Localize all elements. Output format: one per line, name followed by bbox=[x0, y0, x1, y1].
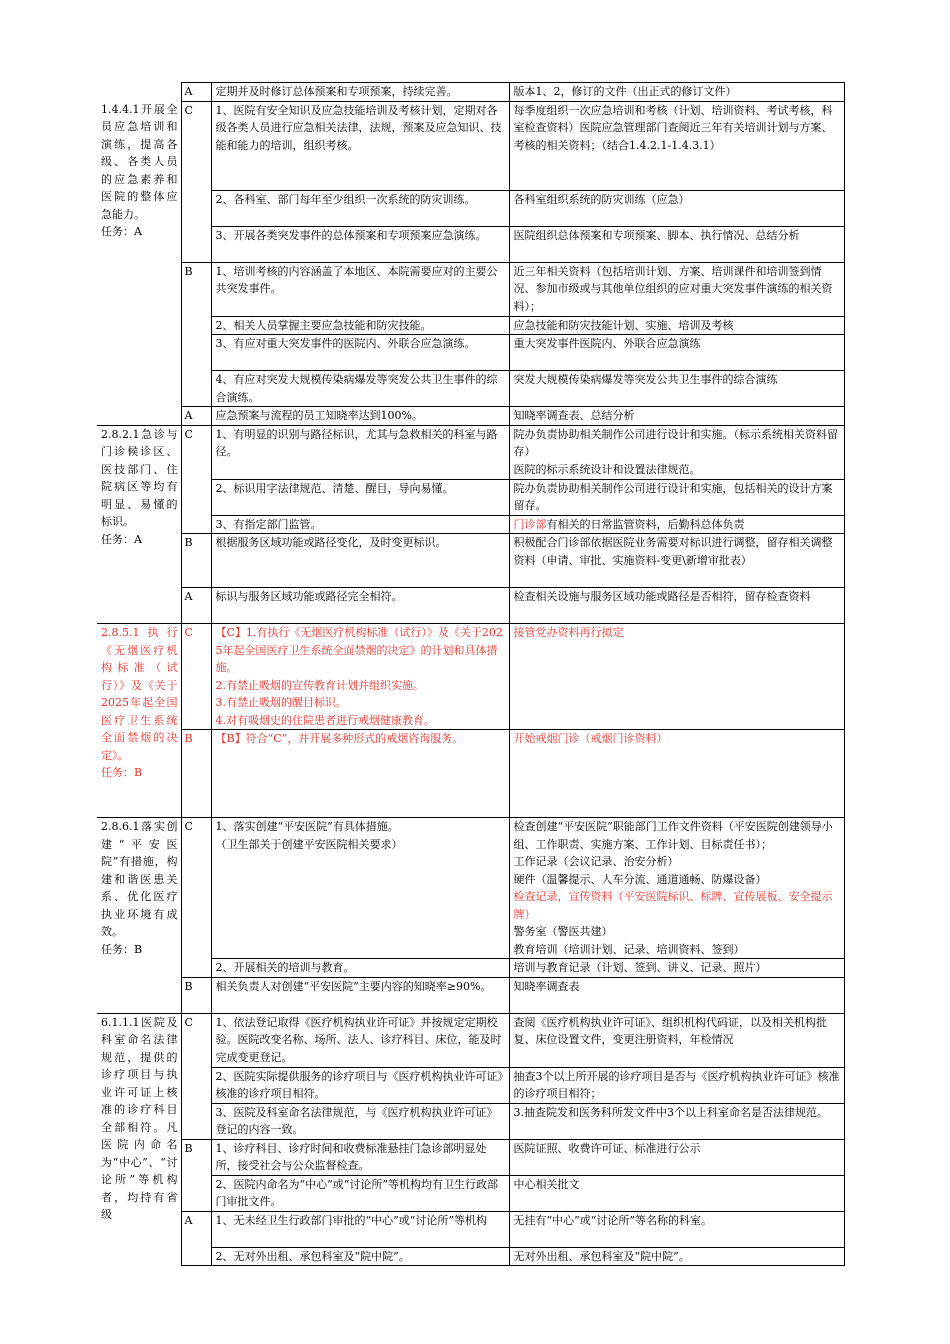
evidence-text: 查阅《医疗机构执业许可证》、组织机构代码证，以及相关机构批复、床位设置文件，变更注册资料，年检情况 bbox=[513, 1015, 827, 1046]
requirement-text: 2、相关人员掌握主要应急技能和防灾技能。 bbox=[215, 318, 432, 332]
requirement-text: 3、有指定部门监管。 bbox=[215, 517, 322, 531]
evidence-highlight: 门诊部 bbox=[513, 517, 547, 531]
table-row bbox=[97, 730, 844, 818]
topic-text: 2.8.2.1急诊与门诊候诊区、医技部门、住院病区等均有明显、易懂的标识。 bbox=[101, 427, 178, 528]
table-row bbox=[97, 534, 844, 588]
task-level: 任务：B bbox=[101, 942, 143, 956]
topic-text: 1.4.4.1开展全员应急培训和演练，提高各级、各类人员的应急素养和医院的整体应急能力。 bbox=[101, 102, 178, 221]
requirement-text: 2、标识用字法律规范、清楚、醒目，导向易懂。 bbox=[215, 481, 454, 495]
grade-label: B bbox=[181, 534, 211, 588]
requirement-text: 1、依法登记取得《医疗机构执业许可证》并按规定定期校验。医院改变名称、场所、法人、诊疗科目、床位，能及时完成变更登记。 bbox=[215, 1015, 502, 1064]
requirement-text: 2、医院内命名为“中心”或“讨论所”等机构均有卫生行政部门审批文件。 bbox=[215, 1177, 498, 1208]
evidence-text: 无挂有“中心”或“讨论所”等名称的科室。 bbox=[513, 1213, 712, 1227]
requirement-text: 4.对有吸烟史的住院患者进行戒烟健康教育。 bbox=[215, 713, 435, 727]
requirement-text: 1、培训考核的内容涵盖了本地区、本院需要应对的主要公共突发事件。 bbox=[215, 264, 498, 295]
requirement-text: 3、医院及科室命名法律规范，与《医疗机构执业许可证》登记的内容一致。 bbox=[215, 1105, 498, 1136]
requirement-text: 2.有禁止吸烟的宣传教育计划并组织实施。 bbox=[215, 678, 424, 692]
grade-label: A bbox=[181, 407, 211, 426]
evidence-text: 医院证照、收费许可证、标准进行公示 bbox=[513, 1141, 701, 1155]
table-row bbox=[97, 1013, 844, 1067]
requirement-text: 定期并及时修订总体预案和专项预案，持续完善。 bbox=[215, 85, 458, 98]
grade-label: B bbox=[181, 977, 211, 1013]
grade-label: A bbox=[181, 588, 211, 624]
evidence-text: 医院的标示系统设计和设置法律规范。 bbox=[513, 462, 701, 476]
evidence-text: 应急技能和防灾技能计划、实施、培训及考核 bbox=[513, 318, 734, 332]
table-row bbox=[97, 977, 844, 1013]
evidence-text: 无对外出租、承包科室及“院中院”。 bbox=[513, 1249, 690, 1263]
evidence-text: 工作记录（会议记录、治安分析） bbox=[513, 855, 679, 868]
evidence-text: 知晓率调查表、总结分析 bbox=[513, 409, 635, 422]
evidence-text: 接管党办资料再行拟定 bbox=[513, 626, 624, 639]
requirement-text: 3、开展各类突发事件的总体预案和专项预案应急演练。 bbox=[215, 228, 487, 242]
evidence-text: 医院组织总体预案和专项预案、脚本、执行情况、总结分析 bbox=[513, 228, 800, 242]
table-row bbox=[97, 1139, 844, 1175]
requirement-text: 1、落实创建“平安医院”有具体措施。 bbox=[215, 820, 399, 833]
task-level: 任务：A bbox=[101, 225, 142, 238]
standards-table bbox=[97, 82, 845, 1266]
task-level: 任务：A bbox=[101, 532, 142, 546]
requirement-text: 相关负责人对创建“平安医院”主要内容的知晓率≥90%。 bbox=[215, 979, 492, 993]
evidence-text: 院办负责协助相关制作公司进行设计和实施，包括相关的设计方案留存。 bbox=[513, 481, 833, 512]
table-row bbox=[97, 818, 844, 959]
requirement-text: 2、开展相关的培训与教育。 bbox=[215, 961, 355, 974]
table-row bbox=[97, 83, 844, 102]
requirement-text: 2、无对外出租、承包科室及“院中院”。 bbox=[215, 1249, 410, 1263]
grade-label: B bbox=[181, 730, 211, 818]
evidence-text: 中心相关批文 bbox=[513, 1177, 580, 1191]
requirement-text: 【C】1.有执行《无烟医疗机构标准（试行）》及《关于2025年起全国医疗卫生系统全面禁烟的决定》的计划和具体措施。 bbox=[215, 626, 503, 674]
table-row bbox=[97, 407, 844, 426]
evidence-text: 近三年相关资料（包括培训计划、方案、培训课件和培训签到情况、参加市级或与其他单位组织的应对重大突发事件演练的相关资料）； bbox=[513, 264, 833, 313]
grade-label: C bbox=[181, 1013, 211, 1139]
grade-label: C bbox=[181, 425, 211, 534]
evidence-text: 版本1、2，修订的文件（出正式的修订文件） bbox=[513, 85, 737, 98]
grade-label: C bbox=[181, 818, 211, 978]
table-row bbox=[97, 588, 844, 624]
evidence-text: 3.抽查院发和医务科所发文件中3个以上科室命名是否法律规范。 bbox=[513, 1105, 828, 1119]
evidence-text: 突发大规模传染病爆发等突发公共卫生事件的综合演练 bbox=[513, 373, 778, 386]
table-row bbox=[97, 1211, 844, 1247]
standard-topic bbox=[97, 1013, 181, 1266]
standard-topic bbox=[97, 818, 181, 1014]
evidence-text: 重大突发事件医院内、外联合应急演练 bbox=[513, 337, 701, 350]
task-level: 任务：B bbox=[101, 766, 143, 779]
evidence-text: 每季度组织一次应急培训和考核（计划、培训资料、考试考核，科室检查资料）医院应急管理部门查阅近三年有关培训计划与方案、考核的相关资料；（结合1.4.2.1-1.4.3.1） bbox=[513, 103, 833, 152]
evidence-text: 有相关的日常监管资料，后勤科总体负责 bbox=[546, 517, 745, 531]
requirement-text: 【B】符合“C”，并开展多种形式的戒烟咨询服务。 bbox=[215, 732, 464, 745]
evidence-text: 各科室组织系统的防灾训练（应急） bbox=[513, 192, 690, 206]
evidence-text: 检查相关设施与服务区域功能或路径是否相符，留存检查资料 bbox=[513, 590, 811, 603]
standard-topic bbox=[97, 83, 181, 426]
requirement-text: （卫生部关于创建平安医院相关要求） bbox=[215, 837, 403, 851]
requirement-text: 3.有禁止吸烟的醒目标识。 bbox=[215, 696, 347, 709]
grade-label: A bbox=[181, 83, 211, 102]
topic-text: 2.8.5.1执行《无烟医疗机构标准（试行）》及《关于2025年起全国医疗卫生系统全面禁烟的决定》。 bbox=[101, 626, 178, 762]
table-row bbox=[97, 624, 844, 730]
evidence-text: 开始戒烟门诊（戒烟门诊资料） bbox=[513, 732, 668, 745]
evidence-text: 知晓率调查表 bbox=[513, 979, 580, 993]
requirement-text: 应急预案与流程的员工知晓率达到100%。 bbox=[215, 409, 423, 422]
grade-label: A bbox=[181, 1211, 211, 1266]
table-row bbox=[97, 425, 844, 479]
standard-topic bbox=[97, 624, 181, 818]
grade-label: C bbox=[181, 624, 211, 730]
evidence-text: 积极配合门诊部依据医院业务需要对标识进行调整，留存相关调整资料（申请、审批、实施资料-变更\新增审批表） bbox=[513, 536, 833, 567]
standard-topic bbox=[97, 425, 181, 624]
requirement-text: 1、诊疗科目、诊疗时间和收费标准悬挂门急诊部明显处所，接受社会与公众监督检查。 bbox=[215, 1141, 487, 1172]
requirement-text: 4、有应对突发大规模传染病爆发等突发公共卫生事件的综合演练。 bbox=[215, 373, 498, 404]
requirement-text: 根据服务区域功能或路径变化，及时变更标识。 bbox=[215, 536, 447, 549]
grade-label: B bbox=[181, 262, 211, 407]
requirement-text: 1、医院有安全知识及应急技能培训及考核计划，定期对各级各类人员进行应急相关法律，法规，预案及应急知识、技能和能力的培训，组织考核。 bbox=[215, 103, 502, 152]
evidence-text: 检查创建“平安医院”职能部门工作文件资料（平安医院创建领导小组、工作职责、实施方案、工作计划、目标责任书）； bbox=[513, 820, 833, 851]
topic-text: 6.1.1.1医院及科室命名法律规范，提供的诊疗项目与执业许可证上核准的诊疗科目全部相符。凡医院内命名为“中心”、“讨论所”等机构者，均持有省级 bbox=[101, 1015, 178, 1221]
evidence-text: 硬件（温馨提示、人车分流、通道通畅、防爆设备） bbox=[513, 872, 767, 886]
requirement-text: 2、各科室、部门每年至少组织一次系统的防灾训练。 bbox=[215, 192, 476, 206]
evidence-highlight: 检查记录，宣传资料（平安医院标识、标牌、宣传展板、安全提示牌） bbox=[513, 890, 833, 921]
table-row bbox=[97, 101, 844, 190]
requirement-text: 1、有明显的识别与路径标识，尤其与急救相关的科室与路径。 bbox=[215, 427, 498, 458]
requirement-text: 标识与服务区域功能或路径完全相符。 bbox=[215, 590, 403, 603]
grade-label: C bbox=[181, 101, 211, 262]
requirement-text: 2、医院实际提供服务的诊疗项目与《医疗机构执业许可证》核准的诊疗项目相符。 bbox=[215, 1069, 503, 1100]
evidence-text: 抽查3个以上所开展的诊疗项目是否与《医疗机构执业许可证》核准的诊疗项目相符； bbox=[513, 1069, 840, 1100]
table-row bbox=[97, 262, 844, 316]
grade-label: B bbox=[181, 1139, 211, 1211]
evidence-text: 培训与教育记录（计划、签到、讲义、记录、照片） bbox=[513, 961, 767, 974]
evidence-text: 警务室（警医共建） bbox=[513, 925, 613, 938]
requirement-text: 3、有应对重大突发事件的医院内、外联合应急演练。 bbox=[215, 337, 476, 350]
evidence-text: 教育培训（培训计划、记录、培训资料、签到） bbox=[513, 942, 745, 956]
evidence-text: 院办负责协助相关制作公司进行设计和实施。（标示系统相关资料留存） bbox=[513, 427, 838, 458]
requirement-text: 1、无未经卫生行政部门审批的“中心”或“讨论所”等机构 bbox=[215, 1213, 487, 1227]
topic-text: 2.8.6.1落实创建“平安医院”有措施，构建和谐医患关系、优化医疗执业环境有成效。 bbox=[101, 820, 178, 938]
